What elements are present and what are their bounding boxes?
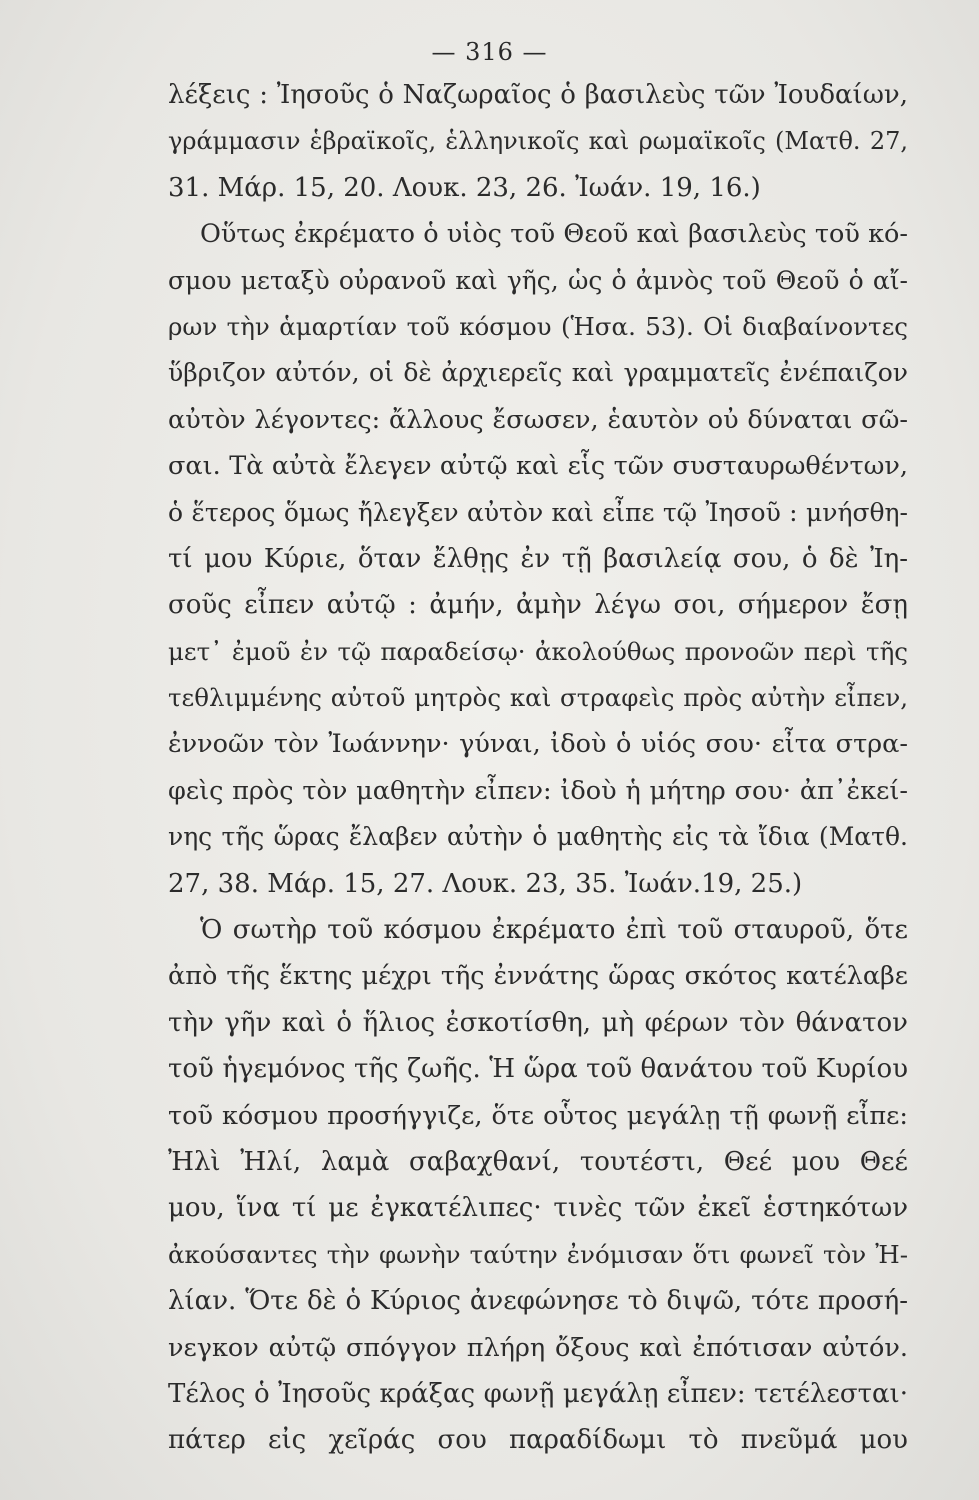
text-line: Ἠλὶ Ἠλί, λαμὰ σαβαχθανί, τουτέστι, Θεέ μου Θεέ [168,1146,908,1177]
text-line: φεὶς πρὸς τὸν μαθητὴν εἶπεν: ἰδοὺ ἡ μήτηρ σου· ἀπ᾿ἐκεί- [168,775,908,806]
text-line: γράμμασιν ἑβραϊκοῖς, ἑλληνικοῖς καὶ ρωμαϊκοῖς (Ματθ. 27, [168,127,908,156]
text-line: σαι. Τὰ αὐτὰ ἔλεγεν αὐτῷ καὶ εἷς τῶν συσταυρωθέντων, [168,451,908,482]
text-line: 31. Μάρ. 15, 20. Λουκ. 23, 26. Ἰωάν. 19, 16.) [168,172,761,203]
text-line: Ὁ σωτὴρ τοῦ κόσμου ἐκρέματο ἐπὶ τοῦ σταυροῦ, ὅτε [200,915,908,946]
text-line: Οὕτως ἐκρέματο ὁ υἱὸς τοῦ Θεοῦ καὶ βασιλεὺς τοῦ κό- [200,219,908,250]
text-line: τὴν γῆν καὶ ὁ ἥλιος ἐσκοτίσθη, μὴ φέρων τὸν θάνατον [168,1007,908,1038]
text-line: νης τῆς ὥρας ἔλαβεν αὐτὴν ὁ μαθητὴς εἰς τὰ ἴδια (Ματθ. [168,822,908,852]
text-line: νεγκον αὐτῷ σπόγγον πλήρη ὄξους καὶ ἐπότισαν αὐτόν. [168,1332,908,1363]
text-line: σοῦς εἶπεν αὐτῷ : ἀμήν, ἀμὴν λέγω σοι, σήμερον ἔσῃ [168,590,908,621]
text-line: ὁ ἕτερος ὅμως ἤλεγξεν αὐτὸν καὶ εἶπε τῷ Ἰησοῦ : μνήσθη- [168,497,908,527]
page-number: — 316 — [431,38,548,66]
text-line: τοῦ ἡγεμόνος τῆς ζωῆς. Ἡ ὥρα τοῦ θανάτου τοῦ Κυρίου [168,1054,908,1085]
text-line: ἀπὸ τῆς ἕκτης μέχρι τῆς ἐννάτης ὥρας σκότος κατέλαβε [168,961,908,992]
text-line: ἀκούσαντες τὴν φωνὴν ταύτην ἐνόμισαν ὅτι φωνεῖ τὸν Ἠ- [168,1239,908,1269]
text-line: λέξεις : Ἰησοῦς ὁ Ναζωραῖος ὁ βασιλεὺς τῶν Ἰουδαίων, [168,80,908,110]
text-line: ρων τὴν ἁμαρτίαν τοῦ κόσμου (Ἡσα. 53). Οἱ διαβαίνοντες [168,311,908,341]
text-line: λίαν. Ὅτε δὲ ὁ Κύριος ἀνεφώνησε τὸ διψῶ, τότε προσή- [168,1286,908,1317]
text-line: τεθλιμμένης αὐτοῦ μητρὸς καὶ στραφεὶς πρὸς αὐτὴν εἶπεν, [168,683,908,713]
text-line: σμου μεταξὺ οὐρανοῦ καὶ γῆς, ὡς ὁ ἀμνὸς τοῦ Θεοῦ ὁ αἴ- [168,265,908,295]
text-line: μετ᾿ ἐμοῦ ἐν τῷ παραδείσῳ· ἀκολούθως προνοῶν περὶ τῆς [168,636,908,666]
text-line: πάτερ εἰς χεῖράς σου παραδίδωμι τὸ πνεῦμά μου [168,1425,908,1456]
text-line: ὕβριζον αὐτόν, οἱ δὲ ἀρχιερεῖς καὶ γραμματεῖς ἐνέπαιζον [168,358,908,388]
text-line: τοῦ κόσμου προσήγγιζε, ὅτε οὗτος μεγάλῃ τῇ φωνῇ εἶπε: [168,1100,908,1131]
text-line: αὐτὸν λέγοντες: ἄλλους ἔσωσεν, ἑαυτὸν οὐ δύναται σῶ- [168,404,908,435]
text-line: Τέλος ὁ Ἰησοῦς κράξας φωνῇ μεγάλῃ εἶπεν: τετέλεσται· [168,1378,908,1409]
text-line: ἐννοῶν τὸν Ἰωάννην· γύναι, ἰδοὺ ὁ υἱός σου· εἶτα στρα- [168,729,908,760]
text-line: τί μου Κύριε, ὅταν ἔλθῃς ἐν τῇ βασιλείᾳ σου, ὁ δὲ Ἰη- [168,543,908,574]
text-line: μου, ἵνα τί με ἐγκατέλιπες· τινὲς τῶν ἐκεῖ ἑστηκότων [168,1193,908,1224]
body-text [168,72,908,1464]
text-line: 27, 38. Μάρ. 15, 27. Λουκ. 23, 35. Ἰωάν.19, 25.) [168,868,803,899]
